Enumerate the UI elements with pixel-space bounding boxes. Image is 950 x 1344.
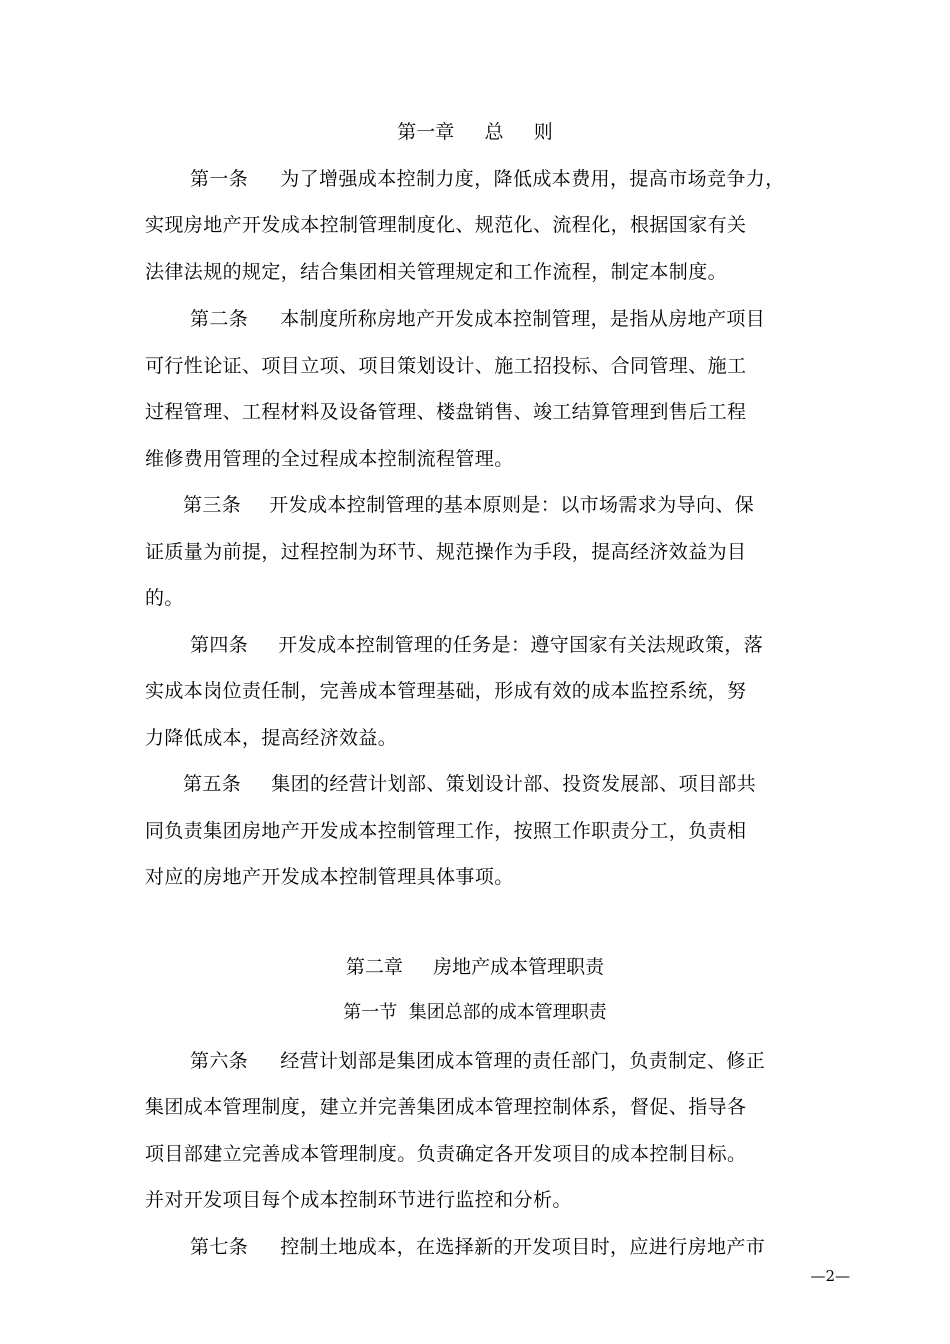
article-6-line-2: 集团成本管理制度，建立并完善集团成本管理控制体系，督促、指导各	[145, 1096, 747, 1118]
article-6-line-4: 并对开发项目每个成本控制环节进行监控和分析。	[145, 1189, 572, 1211]
article-3-label: 第三条	[183, 494, 242, 516]
article-3-first-line	[183, 490, 754, 517]
article-5-label: 第五条	[183, 773, 242, 795]
article-5-line-1: 集团的经营计划部、策划设计部、投资发展部、项目部共	[271, 773, 757, 795]
article-2-line-1: 本制度所称房地产开发成本控制管理，是指从房地产项目	[280, 308, 766, 330]
article-4-line-3: 力降低成本，提高经济效益。	[145, 727, 398, 749]
chapter-1-title: 第一章 总 则	[397, 121, 553, 143]
article-1-first-line	[190, 164, 785, 191]
article-4-first-line	[190, 630, 763, 657]
article-7-first-line	[190, 1232, 765, 1259]
article-3-line-3: 的。	[145, 587, 184, 609]
article-1-line-2: 实现房地产开发成本控制管理制度化、规范化、流程化，根据国家有关	[145, 214, 747, 236]
section-1-title: 第一节 集团总部的成本管理职责	[343, 1002, 607, 1023]
article-2-first-line	[190, 304, 765, 331]
article-1-line-3: 法律法规的规定，结合集团相关管理规定和工作流程，制定本制度。	[145, 261, 728, 283]
article-5-line-2: 同负责集团房地产开发成本控制管理工作，按照工作职责分工，负责相	[145, 820, 747, 842]
article-6-line-1: 经营计划部是集团成本管理的责任部门，负责制定、修正	[280, 1050, 766, 1072]
article-2-line-4: 维修费用管理的全过程成本控制流程管理。	[145, 448, 514, 470]
article-6-first-line	[190, 1046, 765, 1073]
article-1-label: 第一条	[190, 168, 249, 190]
page-number: —2—	[810, 1267, 850, 1285]
article-7-line-1: 控制土地成本，在选择新的开发项目时，应进行房地产市	[280, 1236, 766, 1258]
article-4-line-2: 实成本岗位责任制，完善成本管理基础，形成有效的成本监控系统，努	[145, 680, 747, 702]
article-4-line-1: 开发成本控制管理的任务是：遵守国家有关法规政策，落	[278, 634, 764, 656]
article-7-label: 第七条	[190, 1236, 249, 1258]
article-5-first-line	[183, 769, 756, 796]
article-3-line-2: 证质量为前提，过程控制为环节、规范操作为手段，提高经济效益为目	[145, 541, 747, 563]
article-3-line-1: 开发成本控制管理的基本原则是：以市场需求为导向、保	[269, 494, 755, 516]
article-4-label: 第四条	[190, 634, 249, 656]
article-2-line-2: 可行性论证、项目立项、项目策划设计、施工招投标、合同管理、施工	[145, 355, 747, 377]
chapter-2-title: 第二章 房地产成本管理职责	[345, 956, 605, 978]
article-6-label: 第六条	[190, 1050, 249, 1072]
article-6-line-3: 项目部建立完善成本管理制度。负责确定各开发项目的成本控制目标。	[145, 1143, 747, 1165]
article-2-label: 第二条	[190, 308, 249, 330]
article-5-line-3: 对应的房地产开发成本控制管理具体事项。	[145, 866, 514, 888]
article-1-line-1: 为了增强成本控制力度，降低成本费用，提高市场竞争力，	[280, 168, 785, 190]
article-2-line-3: 过程管理、工程材料及设备管理、楼盘销售、竣工结算管理到售后工程	[145, 401, 747, 423]
